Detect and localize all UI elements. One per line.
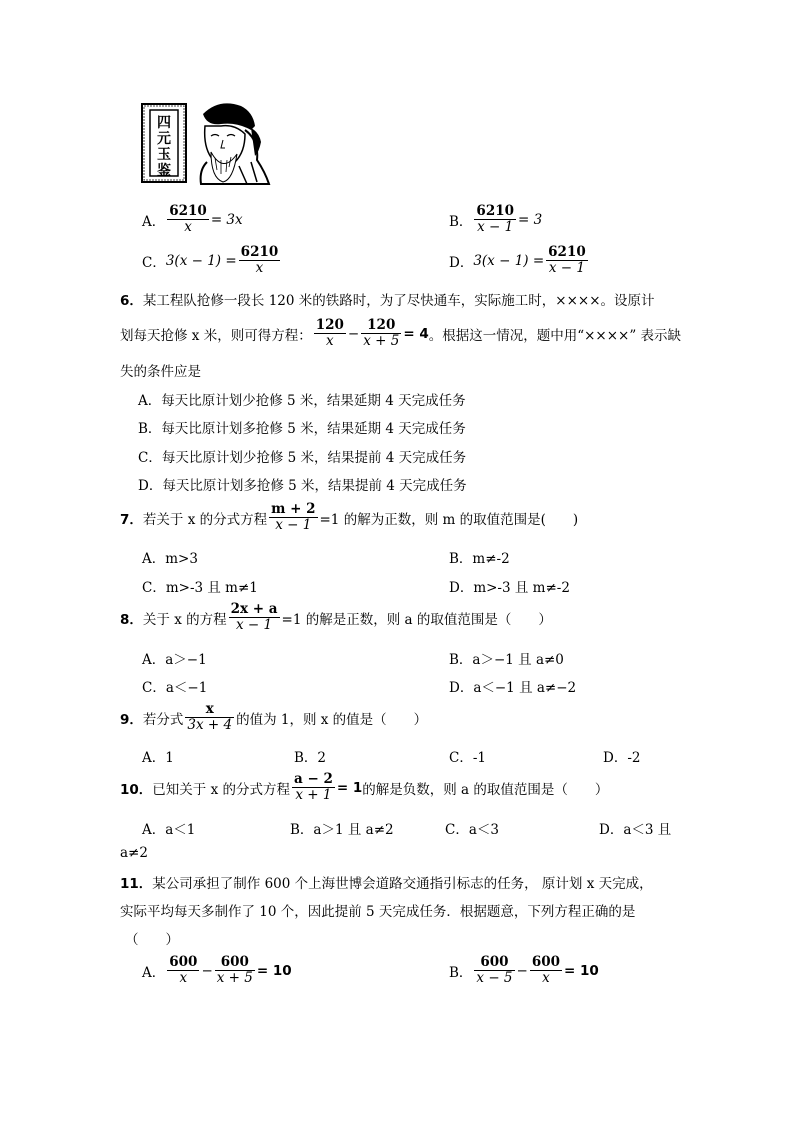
question-number: 10． bbox=[120, 781, 153, 798]
option-label: A． bbox=[142, 213, 166, 230]
q8-option-a[interactable]: A．a＞−1 bbox=[142, 652, 207, 668]
equation-lhs: 3(x − 1) = bbox=[165, 252, 237, 269]
option-label: D． bbox=[449, 254, 474, 271]
q9-option-a[interactable]: A．1 bbox=[142, 750, 174, 766]
q7-option-a[interactable]: A．m>3 bbox=[142, 551, 198, 567]
q8-option-b[interactable]: B．a＞−1 且 a≠0 bbox=[449, 652, 564, 668]
fraction: $\frac{120}{x}$ bbox=[315, 317, 344, 349]
q6-stem-line2: 划每天抢修 x 米，则可得方程： $\frac{120}{x}$ − $\frac{120}{x + 5}$ = 4 。根据这一情况，题中用“××××” 表示缺 bbox=[120, 317, 682, 349]
q7-stem: 7． 若关于 x 的分式方程 $\frac{m + 2}{x - 1}$ =1 的解为正数，则 m 的取值范围是( ) bbox=[120, 501, 579, 533]
book-portrait-illustration bbox=[141, 100, 271, 186]
q8-option-c[interactable]: C．a＜−1 bbox=[142, 680, 208, 696]
q6-stem-line3: 失的条件应是 bbox=[120, 364, 201, 380]
q5-option-d[interactable] bbox=[449, 245, 590, 276]
q8-option-d[interactable]: D．a＜−1 且 a≠−2 bbox=[449, 680, 577, 696]
option-label: C． bbox=[142, 254, 166, 271]
q6-option-b[interactable]: B．每天比原计划多抢修 5 米，结果延期 4 天完成任务 bbox=[138, 421, 466, 437]
equation-rhs: = 3 bbox=[518, 211, 543, 228]
q6-option-a[interactable]: A．每天比原计划少抢修 5 米，结果延期 4 天完成任务 bbox=[138, 393, 466, 409]
q10-stem: 10． 已知关于 x 的分式方程 $\frac{a - 2}{x + 1}$ = 1 的解是负数，则 a 的取值范围是（ ） bbox=[120, 771, 609, 803]
q11-option-b[interactable]: B． $\frac{600}{x - 5}$ − $\frac{600}{x}$ = 10 bbox=[449, 954, 599, 986]
q9-option-d[interactable]: D．-2 bbox=[603, 750, 641, 766]
q10-option-d-continued: a≠2 bbox=[120, 845, 148, 861]
question-number: 7． bbox=[120, 511, 143, 528]
q10-option-a[interactable]: A．a＜1 bbox=[142, 822, 196, 838]
q7-option-d[interactable]: D．m>-3 且 m≠-2 bbox=[449, 580, 570, 596]
question-number: 6． bbox=[120, 293, 143, 309]
book-title-char-4: 鉴 bbox=[157, 163, 171, 179]
book-title-char-1: 四 bbox=[157, 115, 171, 131]
fraction: $\frac{6210}{x - 1}$ bbox=[476, 203, 514, 235]
fraction: $\frac{6210}{x}$ bbox=[169, 203, 207, 235]
fraction: $\frac{x}{3x + 4}$ bbox=[187, 701, 233, 733]
fraction: $\frac{120}{x + 5}$ bbox=[363, 317, 400, 349]
q9-option-c[interactable]: C．-1 bbox=[449, 750, 486, 766]
q11-option-a[interactable]: A． $\frac{600}{x}$ − $\frac{600}{x + 5}$ = 10 bbox=[142, 954, 292, 986]
fraction: $\frac{6210}{x - 1}$ bbox=[548, 244, 586, 276]
q9-option-b[interactable]: B．2 bbox=[294, 750, 327, 766]
fraction: $\frac{a - 2}{x + 1}$ bbox=[294, 771, 333, 803]
q7-option-b[interactable]: B．m≠-2 bbox=[449, 551, 510, 567]
q5-option-b[interactable] bbox=[449, 204, 542, 235]
q6-option-d[interactable]: D．每天比原计划多抢修 5 米，结果提前 4 天完成任务 bbox=[138, 478, 467, 494]
q7-option-c[interactable]: C．m>-3 且 m≠1 bbox=[142, 580, 258, 596]
option-label: B． bbox=[449, 964, 473, 981]
equation-lhs: 3(x − 1) = bbox=[473, 252, 545, 269]
q10-option-b[interactable]: B．a＞1 且 a≠2 bbox=[290, 822, 394, 838]
question-number: 9． bbox=[120, 711, 143, 728]
q10-option-c[interactable]: C．a＜3 bbox=[445, 822, 499, 838]
fraction: $\frac{m + 2}{x - 1}$ bbox=[271, 501, 316, 533]
q10-option-d[interactable]: D．a＜3 且 bbox=[599, 822, 672, 838]
option-label: A． bbox=[142, 964, 166, 981]
q11-stem-line3: （ ） bbox=[125, 932, 179, 948]
fraction: $\frac{600}{x}$ bbox=[531, 954, 561, 986]
q6-stem-line1: 6．某工程队抢修一段长 120 米的铁路时，为了尽快通车，实际施工时，××××。设原计 bbox=[120, 293, 655, 309]
q9-stem: 9． 若分式 $\frac{x}{3x + 4}$ 的值为 1，则 x 的值是（ ） bbox=[120, 701, 428, 733]
book-title-char-3: 玉 bbox=[157, 147, 171, 163]
option-label: B． bbox=[449, 213, 473, 230]
fraction: $\frac{6210}{x}$ bbox=[240, 244, 279, 276]
q5-option-c[interactable] bbox=[142, 245, 282, 276]
q11-stem-line2: 实际平均每天多制作了 10 个，因此提前 5 天完成任务．根据题意，下列方程正确的是 bbox=[120, 904, 636, 920]
fraction: $\frac{600}{x}$ bbox=[169, 954, 198, 986]
q5-option-a[interactable] bbox=[142, 204, 243, 235]
book-title-char-2: 元 bbox=[157, 131, 171, 147]
q6-option-c[interactable]: C．每天比原计划少抢修 5 米，结果提前 4 天完成任务 bbox=[138, 450, 467, 466]
fraction: $\frac{600}{x + 5}$ bbox=[216, 954, 253, 986]
question-number: 8． bbox=[120, 611, 143, 628]
fraction: $\frac{2x + a}{x - 1}$ bbox=[230, 601, 278, 633]
equation-rhs: = 3x bbox=[210, 211, 243, 228]
fraction: $\frac{600}{x - 5}$ bbox=[476, 954, 513, 986]
q11-stem-line1: 11．某公司承担了制作 600 个上海世博会道路交通指引标志的任务， 原计划 x 天完成， bbox=[120, 876, 653, 892]
q8-stem: 8． 关于 x 的方程 $\frac{2x + a}{x - 1}$ =1 的解是正数，则 a 的取值范围是（ ） bbox=[120, 601, 552, 633]
question-number: 11． bbox=[120, 876, 153, 892]
